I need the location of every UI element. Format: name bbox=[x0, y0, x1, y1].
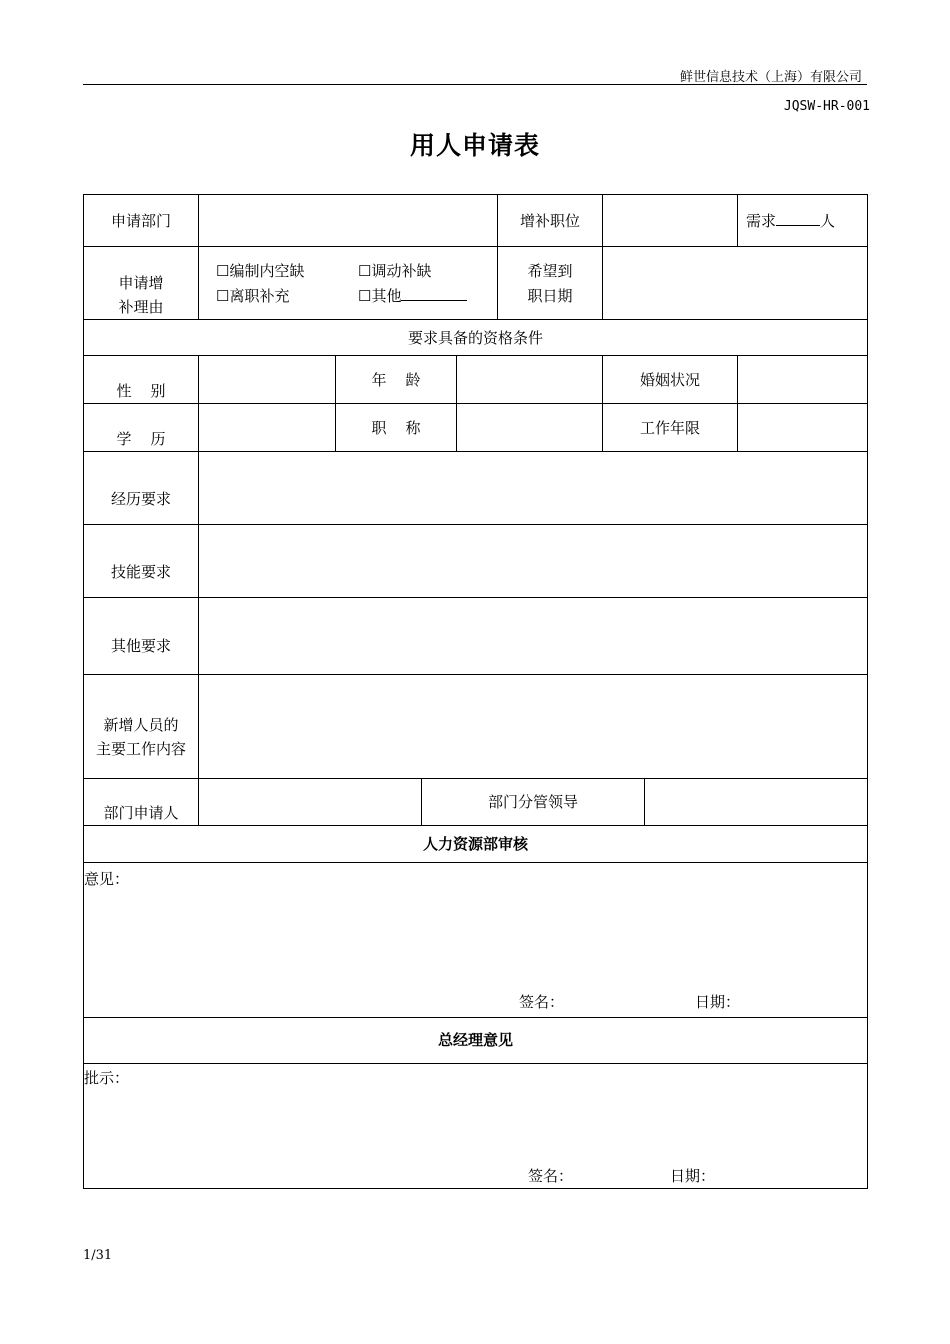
education-label: 学 历 bbox=[116, 430, 166, 448]
dept-label: 申请部门 bbox=[110, 212, 171, 230]
gm-opinion-header: 总经理意见 bbox=[437, 1031, 513, 1049]
job-title-input[interactable] bbox=[456, 403, 603, 452]
demand-cell[interactable] bbox=[737, 194, 868, 247]
hope-date-label-line2: 职日期 bbox=[527, 287, 573, 305]
reason-label-cell bbox=[83, 246, 199, 320]
hr-review-header-cell bbox=[83, 825, 868, 863]
gender-label-cell bbox=[83, 355, 199, 404]
dept-input[interactable] bbox=[198, 194, 498, 247]
page-number: 1/31 bbox=[83, 1248, 113, 1263]
job-title-label-cell bbox=[335, 403, 457, 452]
age-label-cell bbox=[335, 355, 457, 404]
demand-text bbox=[746, 209, 835, 233]
skill-label: 技能要求 bbox=[110, 563, 171, 581]
experience-input[interactable] bbox=[198, 451, 868, 525]
gm-opinion-label: 批示： bbox=[84, 1069, 130, 1087]
leader-input[interactable] bbox=[644, 778, 868, 826]
position-label-cell bbox=[497, 194, 603, 247]
hope-date-label-line1: 希望到 bbox=[527, 262, 573, 280]
applicant-label-cell bbox=[83, 778, 199, 826]
other-req-label-cell bbox=[83, 597, 199, 675]
skill-input[interactable] bbox=[198, 524, 868, 598]
age-label: 年 龄 bbox=[371, 371, 421, 389]
reason-other-blank[interactable] bbox=[401, 286, 467, 301]
hope-date-input[interactable] bbox=[602, 246, 868, 320]
duty-label-cell bbox=[83, 674, 199, 779]
hr-review-header: 人力资源部审核 bbox=[422, 835, 528, 853]
dept-label-cell bbox=[83, 194, 199, 247]
qualification-header-cell bbox=[83, 319, 868, 356]
document-code: JQSW-HR-001 bbox=[783, 99, 870, 114]
reason-options-cell bbox=[198, 246, 498, 320]
hr-opinion-area[interactable] bbox=[83, 862, 868, 1018]
position-input[interactable] bbox=[602, 194, 738, 247]
position-label: 增补职位 bbox=[519, 212, 580, 230]
applicant-label: 部门申请人 bbox=[103, 804, 179, 822]
demand-count-blank[interactable] bbox=[776, 211, 820, 226]
duty-label-line2: 主要工作内容 bbox=[95, 740, 186, 758]
gm-opinion-header-cell bbox=[83, 1017, 868, 1064]
hr-date-label: 日期： bbox=[695, 993, 741, 1011]
gm-opinion-area[interactable] bbox=[83, 1063, 868, 1189]
applicant-input[interactable] bbox=[198, 778, 422, 826]
reason-option-resignation[interactable]: ☐离职补充 bbox=[216, 287, 290, 305]
demand-prefix: 需求 bbox=[746, 212, 777, 230]
gm-sign-label: 签名： bbox=[528, 1167, 574, 1185]
other-req-input[interactable] bbox=[198, 597, 868, 675]
reason-option-other[interactable] bbox=[358, 284, 467, 308]
education-label-cell bbox=[83, 403, 199, 452]
duty-label-line1: 新增人员的 bbox=[103, 716, 179, 734]
work-years-input[interactable] bbox=[737, 403, 868, 452]
qualification-header: 要求具备的资格条件 bbox=[407, 329, 543, 347]
work-years-label-cell bbox=[602, 403, 738, 452]
marital-input[interactable] bbox=[737, 355, 868, 404]
gender-input[interactable] bbox=[198, 355, 336, 404]
experience-label-cell bbox=[83, 451, 199, 525]
page-title: 用人申请表 bbox=[409, 131, 540, 160]
reason-option-vacancy[interactable]: ☐编制内空缺 bbox=[216, 262, 305, 280]
reason-option-other-label: ☐其他 bbox=[358, 287, 402, 305]
marital-label: 婚姻状况 bbox=[639, 371, 700, 389]
company-name: 鲜世信息技术（上海）有限公司 bbox=[679, 70, 862, 85]
gm-date-label: 日期： bbox=[670, 1167, 716, 1185]
demand-suffix: 人 bbox=[820, 212, 836, 230]
leader-label: 部门分管领导 bbox=[487, 793, 578, 811]
reason-label-line2: 补理由 bbox=[118, 298, 164, 316]
skill-label-cell bbox=[83, 524, 199, 598]
leader-label-cell bbox=[421, 778, 645, 826]
marital-label-cell bbox=[602, 355, 738, 404]
other-req-label: 其他要求 bbox=[110, 637, 171, 655]
hr-sign-label: 签名： bbox=[519, 993, 565, 1011]
header-divider bbox=[83, 84, 867, 85]
reason-label-line1: 申请增 bbox=[118, 274, 164, 292]
hope-date-label-cell bbox=[497, 246, 603, 320]
hr-opinion-label: 意见： bbox=[84, 870, 130, 888]
duty-input[interactable] bbox=[198, 674, 868, 779]
age-input[interactable] bbox=[456, 355, 603, 404]
reason-option-transfer[interactable]: ☐调动补缺 bbox=[358, 262, 432, 280]
experience-label: 经历要求 bbox=[110, 490, 171, 508]
work-years-label: 工作年限 bbox=[639, 419, 700, 437]
job-title-label: 职 称 bbox=[371, 419, 421, 437]
education-input[interactable] bbox=[198, 403, 336, 452]
gender-label: 性 别 bbox=[116, 382, 166, 400]
